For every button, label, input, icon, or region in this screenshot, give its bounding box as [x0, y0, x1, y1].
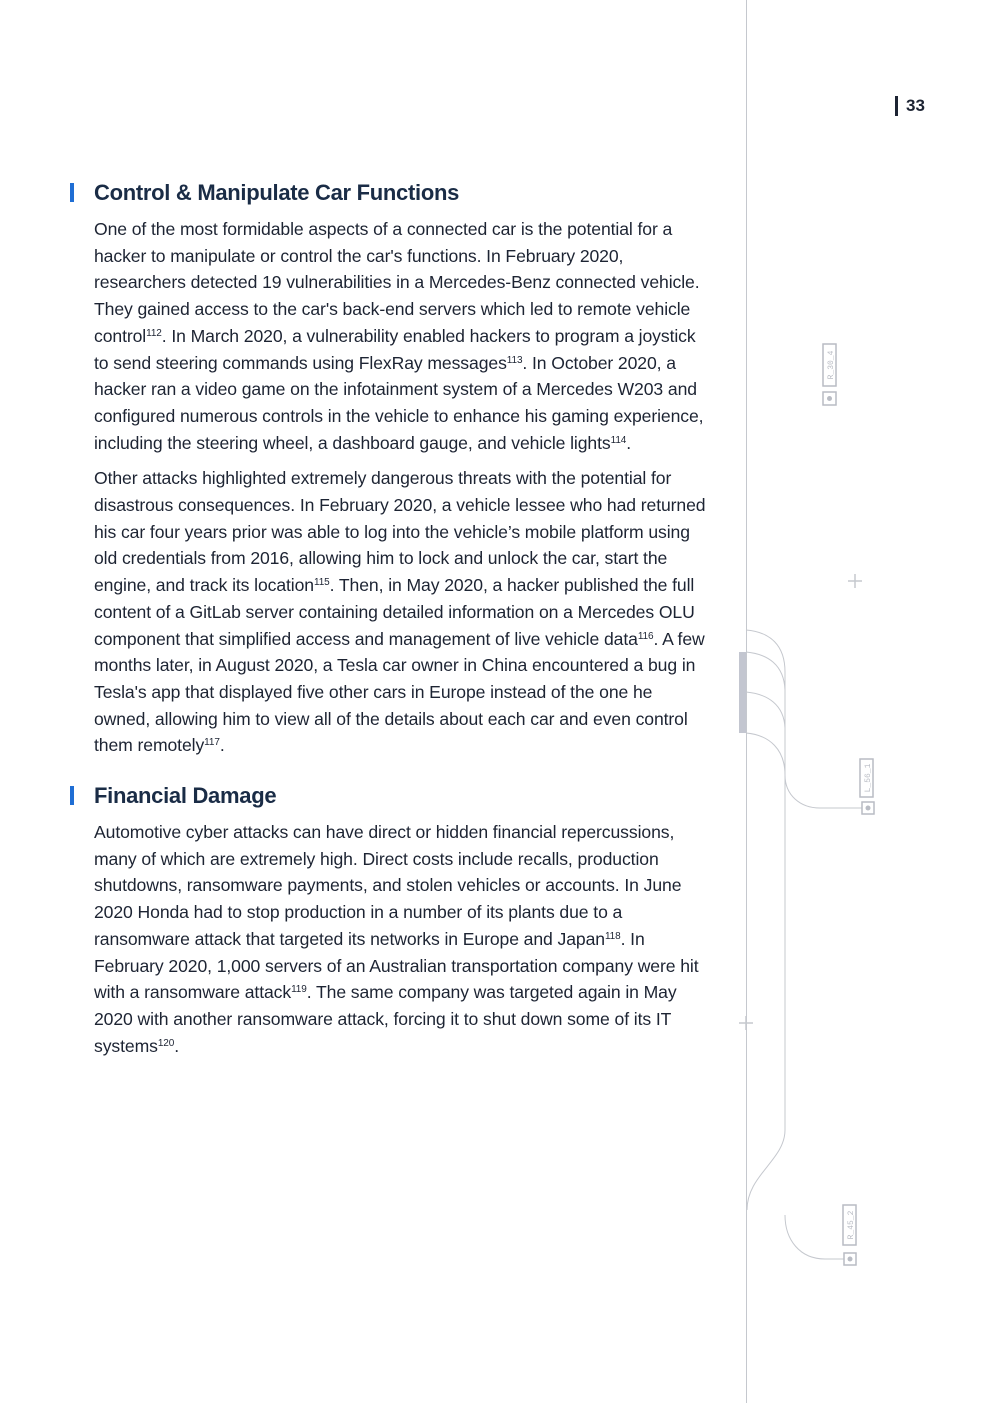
- circuit-trace: [785, 1215, 844, 1259]
- footnote-ref: 116: [637, 630, 654, 642]
- pad-dot: [827, 396, 832, 401]
- section-heading-text: Financial Damage: [94, 783, 277, 809]
- page-number: 33: [895, 96, 925, 116]
- paragraph-text: . Then, in May 2020, a hacker published the full content of a GitLab server containing detailed information on a Mercedes OLU component that simplified access and management of live vehicle data: [94, 575, 695, 649]
- paragraph-text: . A few months later, in August 2020, a Tesla car owner in China encountered a bug in Tesla's app that displayed five other cars in Europe instead of the one he owned, allowing him to view all of the details about each car and even control them remotely: [94, 628, 705, 756]
- footnote-ref: 118: [604, 930, 621, 942]
- component-label: L_56_1: [864, 763, 873, 793]
- paragraph-text: . The same company was targeted again in May 2020 with another ransomware attack, forcing it to shut down some of its IT systems: [94, 982, 677, 1056]
- footnote-ref: 112: [146, 327, 162, 339]
- plus-mark: [848, 574, 862, 588]
- paragraph-text: .: [219, 735, 225, 756]
- component-label: R_45_2: [847, 1210, 856, 1240]
- circuit-bar: [739, 652, 746, 733]
- paragraph-text: .: [174, 1035, 180, 1056]
- paragraph-text: Automotive cyber attacks can have direct or hidden financial repercussions, many of which are extremely high. Direct costs include recalls, production shutdowns, ransomware payments, and stolen vehicles or accounts. In June 2020 Honda had to stop production in a number of its plants due to a ransomware attack that targeted its networks in Europe and Japan: [94, 822, 682, 949]
- paragraph-text: Other attacks highlighted extremely dangerous threats with the potential for disastrous consequences. In February 2020, a vehicle lessee who had returned his car four years prior was able to log into the vehicle’s mobile platform using old credentials from 2016, allowing him to lock and unlock the car, start the engine, and track its location: [94, 468, 706, 596]
- section-heading-text: Control & Manipulate Car Functions: [94, 180, 460, 205]
- footnote-ref: 117: [204, 737, 220, 749]
- circuit-trace: [746, 692, 785, 728]
- paragraph-text: .: [626, 432, 632, 453]
- pad-dot: [866, 806, 871, 811]
- circuit-trace: [746, 652, 785, 690]
- footnote-ref: 114: [610, 434, 627, 446]
- paragraph-text: . In February 2020, 1,000 servers of an Australian transportation company were hit with a ransomware attack: [94, 928, 699, 1003]
- circuit-trace: [746, 733, 862, 808]
- circuit-trace: [746, 630, 785, 1210]
- paragraph-text: . In March 2020, a vulnerability enabled hackers to program a joystick to send steering commands using FlexRay messages: [94, 325, 696, 373]
- plus-mark: [739, 1016, 753, 1030]
- pad-dot: [848, 1257, 853, 1262]
- footnote-ref: 120: [157, 1037, 175, 1049]
- paragraph-text: . In October 2020, a hacker ran a video game on the infotainment system of a Mercedes W203 and configured numerous controls in the vehicle to enhance his gaming experience, including the steering wheel, a dashboard gauge, and vehicle lights: [94, 352, 704, 453]
- component-label: R_30_4: [827, 350, 836, 380]
- footnote-ref: 115: [314, 577, 330, 589]
- footnote-ref: 119: [291, 984, 307, 996]
- paragraph-text: One of the most formidable aspects of a connected car is the potential for a hacker to manipulate or control the car's functions. In February 2020, researchers detected 19 vulnerabilities in a Mercedes-Benz connected vehicle. They gained access to the car's back-end servers which led to remote vehicle control: [94, 219, 700, 346]
- footnote-ref: 113: [506, 354, 523, 366]
